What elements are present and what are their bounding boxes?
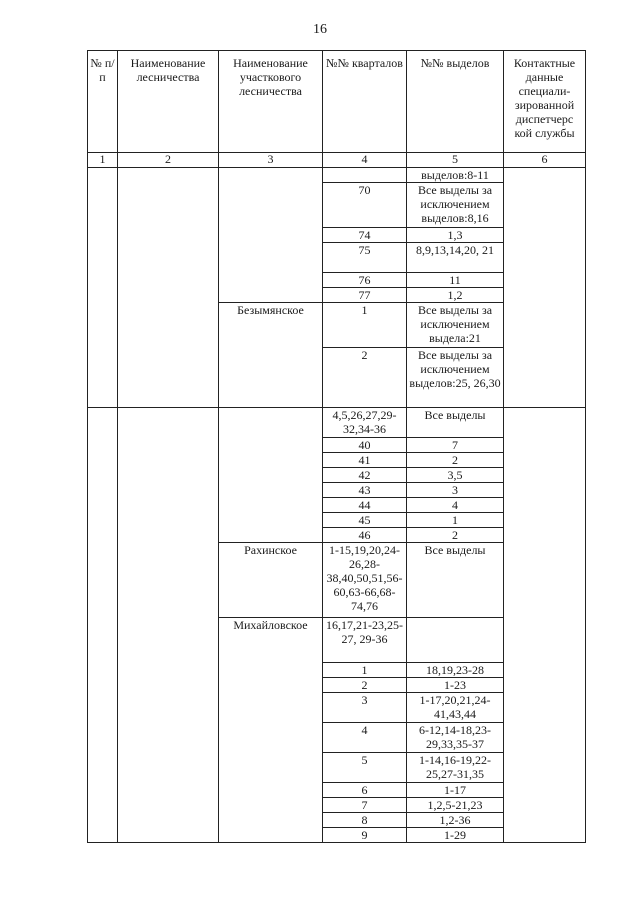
quarters-cell: 5 bbox=[323, 753, 407, 783]
quarters-cell: 76 bbox=[323, 273, 407, 288]
quarters-cell: 16,17,21-23,25-27, 29-36 bbox=[323, 618, 407, 663]
quarters-cell: 9 bbox=[323, 828, 407, 843]
quarters-cell: 41 bbox=[323, 453, 407, 468]
quarters-cell: 40 bbox=[323, 438, 407, 453]
header-row bbox=[88, 51, 586, 153]
sections-cell: 1-17 bbox=[407, 783, 504, 798]
sections-cell: 1,3 bbox=[407, 228, 504, 243]
quarters-cell: 6 bbox=[323, 783, 407, 798]
forestry-table bbox=[87, 50, 586, 843]
forestry-cell bbox=[118, 168, 219, 408]
dispatch-contacts-cell bbox=[504, 408, 586, 843]
sections-cell: Все выделы bbox=[407, 543, 504, 618]
sections-cell: 1-29 bbox=[407, 828, 504, 843]
quarters-cell: 75 bbox=[323, 243, 407, 273]
quarters-cell: 46 bbox=[323, 528, 407, 543]
sections-cell: 1-23 bbox=[407, 678, 504, 693]
sections-cell: 1-17,20,21,24-41,43,44 bbox=[407, 693, 504, 723]
quarters-cell: 1-15,19,20,24-26,28-38,40,50,51,56-60,63-66,68-74,76 bbox=[323, 543, 407, 618]
sections-cell bbox=[407, 618, 504, 663]
quarters-cell: 1 bbox=[323, 303, 407, 348]
sections-cell: выделов:8-11 bbox=[407, 168, 504, 183]
header-number: № п/п bbox=[88, 51, 118, 153]
sections-cell: 3 bbox=[407, 483, 504, 498]
row-number-cell bbox=[88, 168, 118, 408]
column-number: 4 bbox=[323, 153, 407, 168]
quarters-cell: 74 bbox=[323, 228, 407, 243]
sections-cell: Все выделы за исключением выделов:8,16 bbox=[407, 183, 504, 228]
sections-cell: 8,9,13,14,20, 21 bbox=[407, 243, 504, 273]
quarters-cell bbox=[323, 168, 407, 183]
sections-cell: Все выделы за исключением выделов:25, 26,30 bbox=[407, 348, 504, 408]
forestry-cell bbox=[118, 408, 219, 843]
quarters-cell: 44 bbox=[323, 498, 407, 513]
table-row bbox=[88, 168, 586, 183]
quarters-cell: 7 bbox=[323, 798, 407, 813]
column-number: 6 bbox=[504, 153, 586, 168]
quarters-cell: 77 bbox=[323, 288, 407, 303]
sections-cell: 2 bbox=[407, 528, 504, 543]
column-number: 2 bbox=[118, 153, 219, 168]
table-row bbox=[88, 408, 586, 438]
district-forestry-cell: Безымянское bbox=[219, 303, 323, 408]
header-district-forestry: Наименование участкового лесничества bbox=[219, 51, 323, 153]
dispatch-contacts-cell bbox=[504, 168, 586, 408]
column-number: 3 bbox=[219, 153, 323, 168]
district-forestry-cell bbox=[219, 168, 323, 303]
sections-cell: 1,2-36 bbox=[407, 813, 504, 828]
quarters-cell: 42 bbox=[323, 468, 407, 483]
quarters-cell: 70 bbox=[323, 183, 407, 228]
sections-cell: 6-12,14-18,23-29,33,35-37 bbox=[407, 723, 504, 753]
header-dispatch-contacts: Контактные данные специали-зированной диспетчерс кой службы bbox=[504, 51, 586, 153]
header-forestry: Наименование лесничества bbox=[118, 51, 219, 153]
sections-cell: 11 bbox=[407, 273, 504, 288]
quarters-cell: 1 bbox=[323, 663, 407, 678]
row-number-cell bbox=[88, 408, 118, 843]
quarters-cell: 4 bbox=[323, 723, 407, 753]
sections-cell: 7 bbox=[407, 438, 504, 453]
sections-cell: 18,19,23-28 bbox=[407, 663, 504, 678]
quarters-cell: 8 bbox=[323, 813, 407, 828]
sections-cell: 1 bbox=[407, 513, 504, 528]
column-number: 1 bbox=[88, 153, 118, 168]
column-number-row bbox=[88, 153, 586, 168]
quarters-cell: 2 bbox=[323, 678, 407, 693]
page-number: 16 bbox=[313, 22, 327, 37]
quarters-cell: 4,5,26,27,29-32,34-36 bbox=[323, 408, 407, 438]
column-number: 5 bbox=[407, 153, 504, 168]
sections-cell: 1,2 bbox=[407, 288, 504, 303]
quarters-cell: 45 bbox=[323, 513, 407, 528]
quarters-cell: 43 bbox=[323, 483, 407, 498]
sections-cell: Все выделы за исключением выдела:21 bbox=[407, 303, 504, 348]
sections-cell: 1,2,5-21,23 bbox=[407, 798, 504, 813]
district-forestry-cell: Михайловское bbox=[219, 618, 323, 843]
district-forestry-cell bbox=[219, 408, 323, 543]
table-body bbox=[88, 168, 586, 843]
sections-cell: 2 bbox=[407, 453, 504, 468]
sections-cell: 1-14,16-19,22-25,27-31,35 bbox=[407, 753, 504, 783]
quarters-cell: 3 bbox=[323, 693, 407, 723]
header-sections: №№ выделов bbox=[407, 51, 504, 153]
district-forestry-cell: Рахинское bbox=[219, 543, 323, 618]
header-quarters: №№ кварталов bbox=[323, 51, 407, 153]
quarters-cell: 2 bbox=[323, 348, 407, 408]
sections-cell: 3,5 bbox=[407, 468, 504, 483]
sections-cell: Все выделы bbox=[407, 408, 504, 438]
sections-cell: 4 bbox=[407, 498, 504, 513]
